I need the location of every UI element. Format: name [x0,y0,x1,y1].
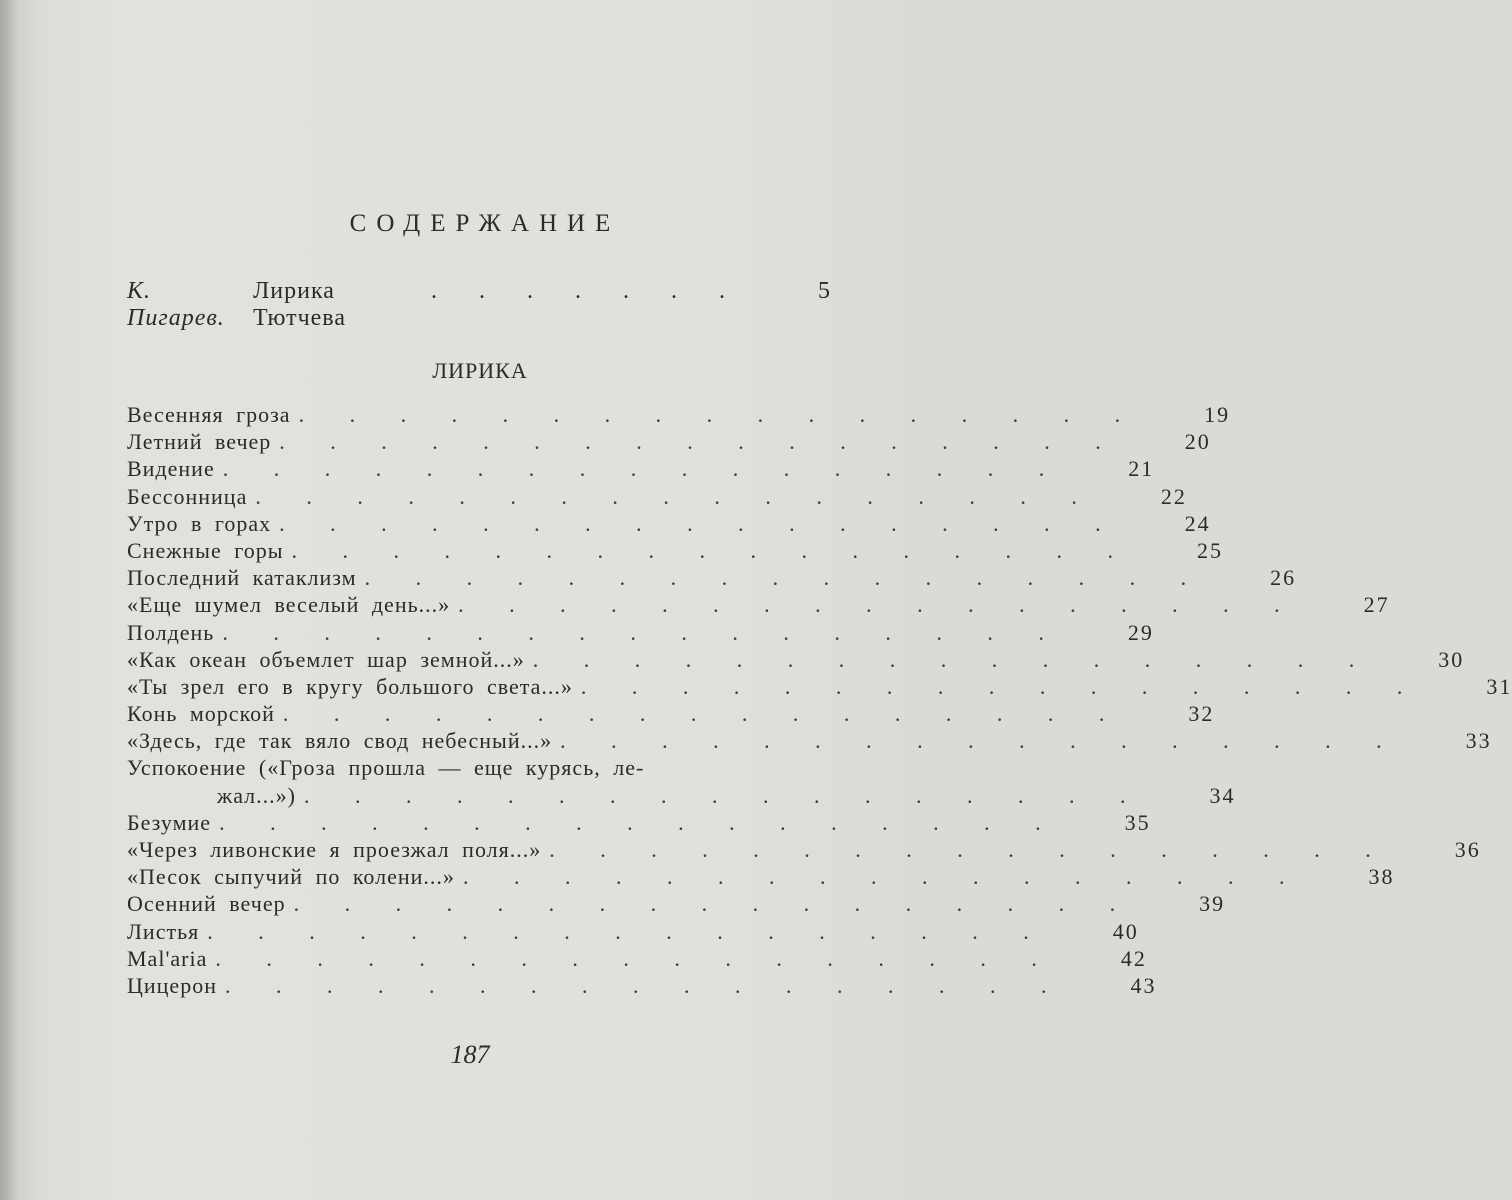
entry-title: Бессонница [127,483,248,509]
section-title: ЛИРИКА [432,358,528,383]
leader-dots: . . . . . . . . . . . . . . . . . [293,891,1136,917]
entry-page: 38 [1368,864,1395,890]
entry-page: 35 [1124,809,1151,835]
leader-dots: . . . . . . . . . . . . . . . . . [532,646,1375,672]
leader-dots: . . . . . . . . . . . . . . . . . [298,402,1141,427]
toc-entry [127,619,1154,647]
entry-page: 24 [1184,510,1211,536]
toc-entry [127,728,1492,755]
toc-entry [127,809,1151,837]
entry-page: 32 [1188,701,1215,727]
entry-title: Видение [127,456,215,482]
toc-entry [127,918,1139,946]
toc-entry [127,537,1223,565]
leader-dots: . . . . . . . . . . . . . . . . . [222,619,1064,645]
entry-page: 30 [1438,646,1465,672]
entry-page: 22 [1160,483,1187,509]
entry-title: «Как океан объемлет шар земной...» [127,646,525,672]
entry-title: Mal'aria [127,945,208,971]
entry-page: 40 [1112,918,1139,944]
toc-entry [127,755,830,782]
toc-entry-continued [127,782,1236,810]
leader-dots: . . . . . . . . . . . . . . . . . [215,945,1057,971]
entry-page: 21 [1128,456,1155,482]
contents-heading: СОДЕРЖАНИЕ [349,210,621,237]
entry-title: Утро в горах [127,510,272,536]
toc-entry [127,972,1157,1000]
toc-entry [127,837,1481,864]
toc-entry [127,402,1231,429]
entry-title: «Через ливонские я проезжал поля...» [127,837,542,862]
toc-entry [127,646,1465,674]
toc-entry [127,456,1155,483]
entry-page: 39 [1199,891,1226,917]
entry-page: 27 [1363,592,1390,618]
intro-title: Лирика Тютчева [253,278,346,331]
toc-entry [127,565,1297,592]
leader-dots: . . . . . . . [430,278,743,304]
entry-title: Летний вечер [127,429,272,455]
entry-title: «Еще шумел веселый день...» [127,592,451,618]
entry-page: 19 [1204,402,1231,427]
entry-page: 34 [1209,782,1236,808]
toc-list [127,402,1512,1000]
toc-entry [127,864,1395,891]
entry-page: 42 [1120,945,1147,971]
leader-dots: . . . . . . . . . . . . . . . . . [303,782,1146,808]
leader-dots: . . . . . . . . . . . . . . . . . [458,592,1300,618]
leader-dots: . . . . . . . . . . . . . . . . . [291,537,1133,563]
entry-page: 25 [1197,537,1223,563]
spine-shadow [0,0,18,1200]
leader-dots: . . . . . . . . . . . . . . . . . [560,728,1402,754]
toc-entry [127,673,1512,701]
entry-title: Полдень [127,619,215,645]
entry-page: 33 [1465,728,1492,754]
entry-page: 36 [1454,837,1481,862]
leader-dots: . . . . . . . . . . . . . . . . . [364,565,1207,591]
entry-page: 29 [1127,619,1154,645]
entry-page: 31 [1486,673,1512,699]
entry-title: «Ты зрел его в кругу большого света...» [127,673,573,699]
toc-entry [127,592,1390,619]
toc-entry [127,483,1187,511]
entry-title: Снежные горы [127,537,284,563]
toc-entry [127,945,1147,973]
leader-dots: . . . . . . . . . . . . . . . . . [222,456,1065,482]
entry-title: Конь морской [127,701,275,727]
entry-page: 43 [1130,972,1157,998]
toc-entry [127,891,1226,918]
intro-author: К. Пигарев. [127,278,225,331]
leader-dots: . . . . . . . . . . . . . . . . . [549,837,1391,862]
leader-dots: . . . . . . . . . . . . . . . . . [219,809,1061,835]
leader-dots: . . . . . . . . . . . . . . . . . [462,864,1305,890]
leader-dots: . . . . . . . . . . . . . . . . . [224,972,1067,998]
leader-dots: . . . . . . . . . . . . . . . . . [207,918,1049,944]
intro-entry [127,278,830,331]
entry-page: 26 [1270,565,1297,591]
toc-entry [127,701,1215,728]
leader-dots: . . . . . . . . . . . . . . . . . [279,510,1121,536]
entry-title: Листья [127,918,200,944]
intro-page: 5 [818,278,830,304]
entry-page: 20 [1184,429,1211,455]
leader-dots: . . . . . . . . . . . . . . . . . [282,701,1125,727]
entry-title: «Здесь, где так вяло свод небесный...» [127,728,553,754]
toc-entry [127,510,1211,538]
entry-title: Цицерон [127,972,217,998]
leader-dots: . . . . . . . . . . . . . . . . . [580,673,1423,699]
entry-title: жал...») [217,782,296,808]
page-number: 187 [450,1040,490,1069]
entry-title: Весенняя гроза [127,402,291,427]
leader-dots: . . . . . . . . . . . . . . . . . [255,483,1097,509]
leader-dots: . . . . . . . . . . . . . . . . . [279,429,1121,455]
entry-title: «Песок сыпучий по колени...» [127,864,455,890]
entry-title: Безумие [127,809,212,835]
toc-entry [127,429,1211,456]
entry-title: Успокоение («Гроза прошла — еще курясь, ле- [127,755,645,781]
entry-title: Последний катаклизм [127,565,357,591]
entry-title: Осенний вечер [127,891,286,917]
